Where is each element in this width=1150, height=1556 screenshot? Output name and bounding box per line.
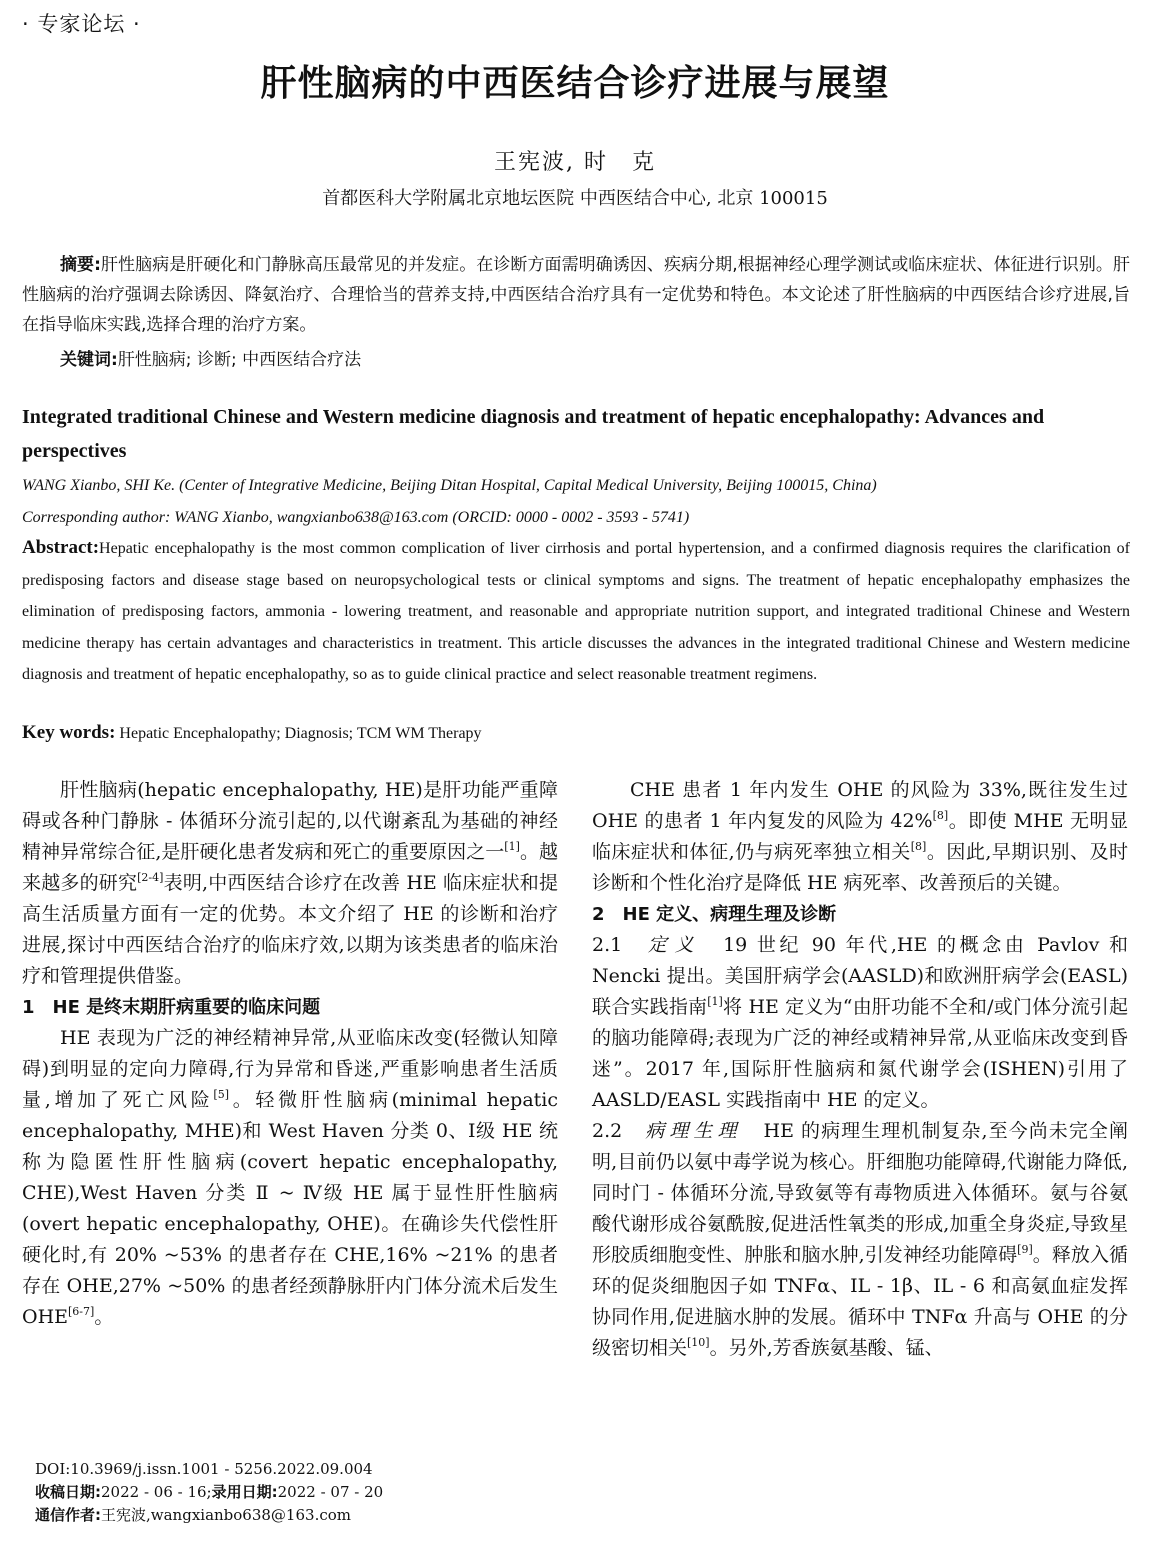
text-run: 。越来越多的研究 [22,841,558,894]
citation[interactable]: [5] [213,1088,230,1101]
text-run: 将 HE 定义为“由肝功能不全和/或门体分流引起的脑功能障碍;表现为广泛的神经或精神异常,从亚临床改变到昏迷”。2017 年,国际肝性脑病和氮代谢学会(ISHEN)引用了 AASLD/EASL 实践指南中 HE 的定义。 [592,996,1128,1111]
intro-paragraph [22,775,558,992]
chinese-keywords-text: 肝性脑病; 诊断; 中西医结合疗法 [117,350,362,370]
text-run: 。释放入循环的促炎细胞因子如 TNFα、IL - 1β、IL - 6 和高氨血症发挥协同作用,促进脑水肿的发展。循环中 TNFα 升高与 OHE 的分级密切相关 [592,1244,1128,1359]
english-authors: WANG Xianbo, SHI Ke. (Center of Integrative Medicine, Beijing Ditan Hospital, Capital Medical University, Beijing 100015, China) [22,477,877,494]
citation[interactable]: [8] [932,809,949,822]
section-1-paragraph [22,1023,558,1333]
text-run: 。即使 MHE 无明显临床症状和体征,仍与病死率独立相关 [592,810,1128,863]
text-run: HE 的病理生理机制复杂,至今尚未完全阐明,目前仍以氨中毒学说为核心。肝细胞功能障碍,代谢能力降低,同时门 - 体循环分流,导致氨等有毒物质进入体循环。氨与谷氨酸代谢形成谷氨酰胺,促进活性氧类的形成,加重全身炎症,导致星形胶质细胞变性、肿胀和脑水肿,引发神经功能障碍 [592,1120,1128,1266]
section-1-heading: 1 HE 是终末期肝病重要的临床问题 [22,997,321,1018]
column-label: · 专家论坛 · [22,12,141,36]
text-run: HE 表现为广泛的神经精神异常,从亚临床改变(轻微认知障碍)到明显的定向力障碍,行为异常和昏迷,严重影响患者生活质量,增加了死亡风险 [22,1027,558,1111]
text-run: CHE 患者 1 年内发生 OHE 的风险为 33%,既往发生过 OHE 的患者 1 年内复发的风险为 42% [592,779,1128,832]
subsection-keyword: 病理生理 [644,1120,742,1142]
english-abstract [22,532,1130,691]
section-2-heading: 2 HE 定义、病理生理及诊断 [592,904,837,925]
body-left-column [22,775,558,1333]
corresponding [35,1504,383,1527]
corresponding-text: 王宪波,wangxianbo638@163.com [101,1506,351,1524]
accepted-date: 2022 - 07 - 20 [277,1483,384,1501]
chinese-abstract [22,250,1130,340]
article-title: 肝性脑病的中西医结合诊疗进展与展望 [260,62,890,104]
affiliation: 首都医科大学附属北京地坛医院 中西医结合中心, 北京 100015 [322,188,828,209]
citation[interactable]: [10] [687,1336,710,1349]
chinese-abstract-text: 肝性脑病是肝硬化和门静脉高压最常见的并发症。在诊断方面需明确诱因、疾病分期,根据神经心理学测试或临床症状、体征进行识别。肝性脑病的治疗强调去除诱因、降氨治疗、合理恰当的营养支持,中西医结合治疗具有一定优势和特色。本文论述了肝性脑病的中西医结合诊疗进展,旨在指导临床实践,选择合理的治疗方案。 [22,255,1130,335]
chinese-keywords [60,345,361,370]
received-label: 收稿日期: [35,1483,101,1501]
dates [35,1481,383,1504]
english-keywords-text: Hepatic Encephalopathy; Diagnosis; TCM WM Therapy [119,725,482,742]
citation[interactable]: [6-7] [68,1305,95,1318]
chinese-abstract-label: 摘要: [60,255,101,275]
accepted-label: 录用日期: [211,1483,278,1501]
subsection-keyword: 定义 [644,934,702,956]
authors: 王宪波, 时 克 [494,150,656,175]
text-run: 。另外,芳香族氨基酸、锰、 [709,1337,944,1359]
citation[interactable]: [1] [504,840,520,853]
text-run: 。因此,早期识别、及时诊断和个性化治疗是降低 HE 病死率、改善预后的关键。 [592,841,1128,894]
english-keywords [22,722,482,744]
english-authors-block [22,470,1130,534]
subsection-number: 2.1 [592,934,623,956]
corresponding-label: 通信作者: [35,1506,101,1524]
subsection-number: 2.2 [592,1120,623,1142]
english-abstract-text: Hepatic encephalopathy is the most common complication of liver cirrhosis and portal hypertension, and a confirmed diagnosis requires the clarification of predisposing factors and disease stage based on neuropsychological tests or clinical symptoms and signs. The treatment of hepatic encephalopathy emphasizes the elimination of predisposing factors, ammonia - lowering treatment, and reasonable and appropriate nutrition support, and integrated traditional Chinese and Western medicine therapy has certain advantages and characteristics in treatment. This article discusses the advances in the integrated traditional Chinese and Western medicine diagnosis and treatment of hepatic encephalopathy, so as to guide clinical practice and select reasonable treatment regimens. [22,540,1130,683]
english-keywords-label: Key words: [22,722,116,743]
risk-paragraph [592,775,1128,899]
footnote [35,1458,383,1527]
corresponding-author: Corresponding author: WANG Xianbo, wangxianbo638@163.com (ORCID: 0000 - 0002 - 3593 - 5741) [22,509,690,526]
citation[interactable]: [8] [910,840,927,853]
received-date: 2022 - 06 - 16; [101,1483,212,1501]
subsection-2-1 [592,930,1128,1116]
body-right-column [592,775,1128,1364]
english-title: Integrated traditional Chinese and Western medicine diagnosis and treatment of hepatic encephalopathy: Advances and perspectives [22,406,1045,462]
text-run: 。 [94,1306,114,1328]
subsection-2-2 [592,1116,1128,1364]
citation[interactable]: [9] [1017,1243,1033,1256]
chinese-keywords-label: 关键词: [60,350,118,370]
english-abstract-label: Abstract: [22,537,100,558]
text-run: 。轻微肝性脑病(minimal hepatic encephalopathy, MHE)和 West Haven 分类 0、Ⅰ级 HE 统称为隐匿性肝性脑病(covert hepatic encephalopathy, CHE),West Haven 分类 Ⅱ ~ Ⅳ级 HE 属于显性肝性脑病(overt hepatic encephalopathy, OHE)。在确诊失代偿性肝硬化时,有 20% ~53% 的患者存在 CHE,16% ~21% 的患者存在 OHE,27% ~50% 的患者经颈静脉肝内门体分流术后发生 OHE [22,1089,558,1328]
text-run: 表明,中西医结合诊疗在改善 HE 临床症状和提高生活质量方面有一定的优势。本文介绍了 HE 的诊断和治疗进展,探讨中西医结合治疗的临床疗效,以期为该类患者的临床治疗和管理提供借鉴。 [22,872,558,987]
doi[interactable]: DOI:10.3969/j.issn.1001 - 5256.2022.09.004 [35,1460,373,1478]
text-run: 肝性脑病(hepatic encephalopathy, HE)是肝功能严重障碍或各种门静脉 - 体循环分流引起的,以代谢紊乱为基础的神经精神异常综合征,是肝硬化患者发病和死亡的重要原因之一 [22,779,558,863]
citation[interactable]: [1] [707,995,723,1008]
citation[interactable]: [2-4] [137,871,164,884]
text-run: 19 世纪 90 年代,HE 的概念由 Pavlov 和 Nencki 提出。美国肝病学会(AASLD)和欧洲肝病学会(EASL)联合实践指南 [592,934,1128,1018]
